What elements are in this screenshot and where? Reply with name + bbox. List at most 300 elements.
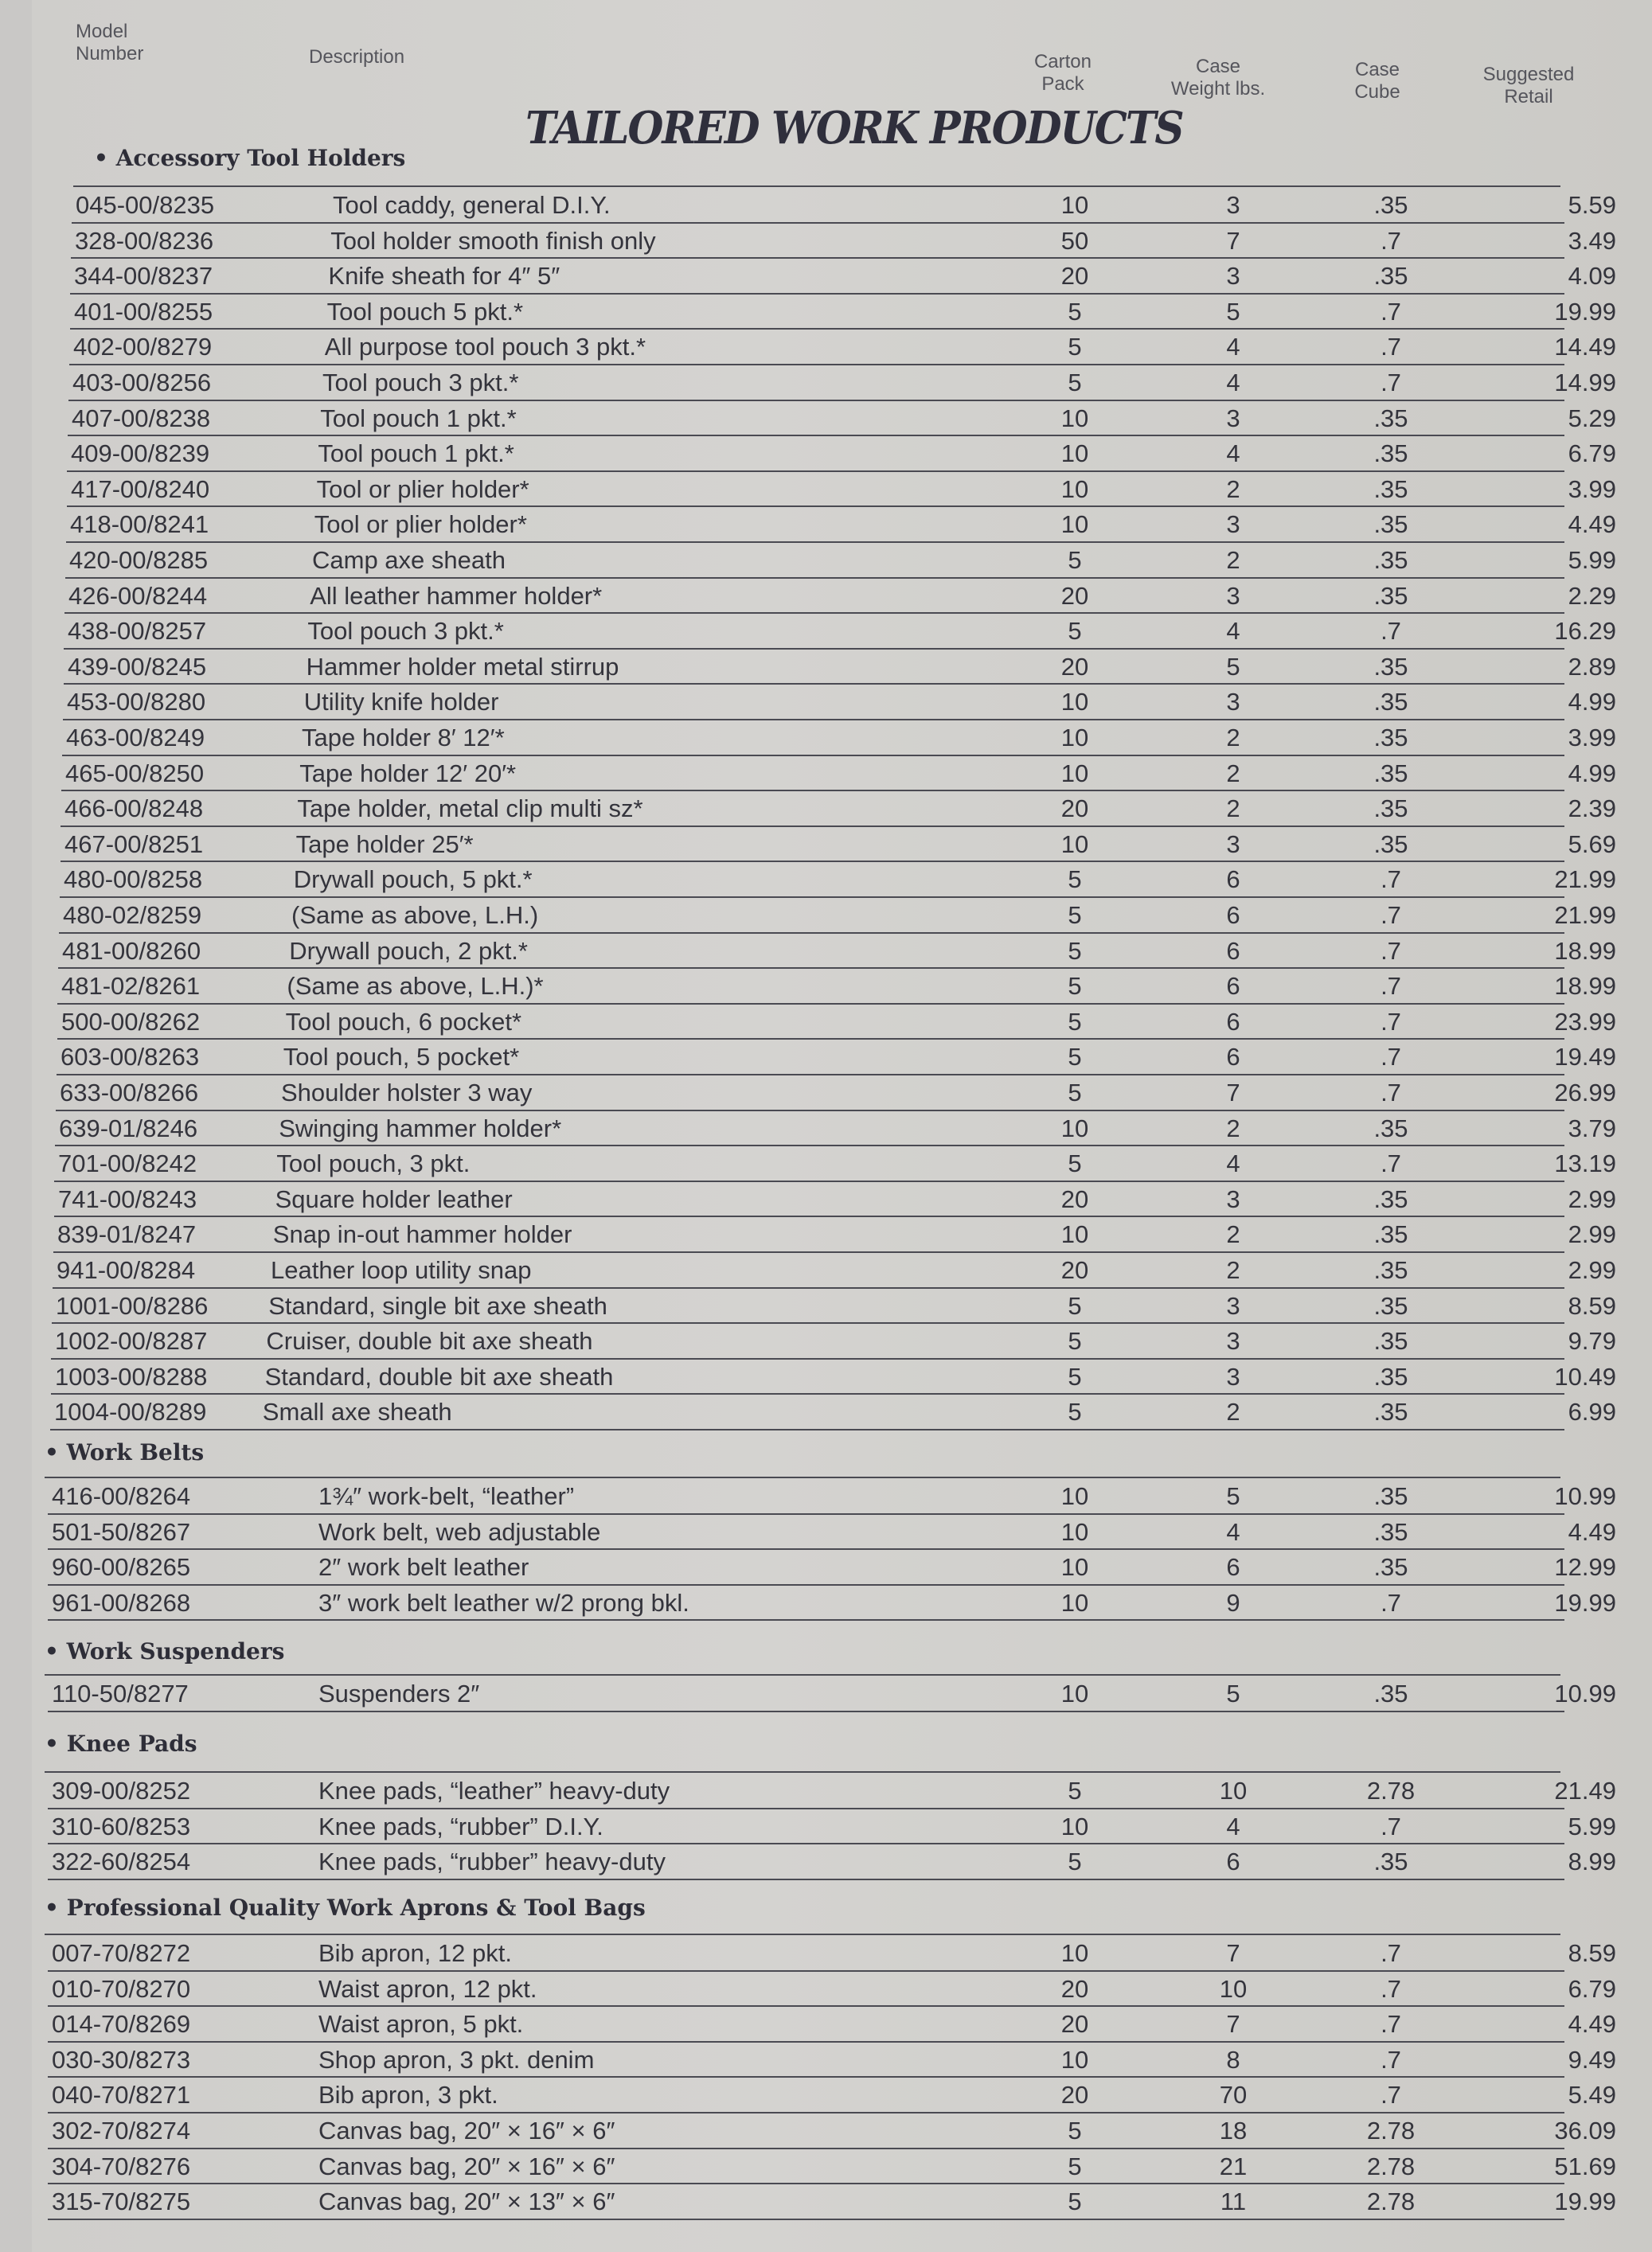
table-row [68,650,1624,685]
case-cube: .7 [1381,901,1401,929]
case-weight: 11 [1220,2188,1247,2216]
suggested-retail: 2.29 [1568,581,1616,610]
table-row [66,720,1624,755]
model-number: 1004-00/8289 [54,1398,207,1427]
description: Swinging hammer holder* [279,1114,562,1142]
case-cube: .7 [1381,936,1401,965]
table-row [64,791,1624,826]
model-number: 401-00/8255 [74,297,213,326]
case-weight: 21 [1219,2152,1248,2180]
model-number: 007-70/8272 [52,1939,191,1967]
suggested-retail: 6.99 [1568,1398,1616,1427]
table-row [52,1550,1624,1585]
suggested-retail: 6.79 [1568,1974,1616,2003]
carton-pack: 5 [1068,2152,1082,2180]
model-number: 741-00/8243 [58,1185,197,1213]
case-cube: .35 [1373,262,1408,291]
suggested-retail: 8.99 [1568,1848,1616,1876]
table-row [62,934,1624,969]
model-number: 110-50/8277 [52,1680,189,1708]
header-model-number: Model Number [76,21,144,64]
header-suggested-retail: Suggested Retail [1482,64,1575,107]
table-row [72,365,1624,400]
suggested-retail: 26.99 [1554,1079,1616,1106]
suggested-retail: 51.69 [1554,2152,1616,2180]
description: Camp axe sheath [312,546,506,574]
case-weight: 7 [1226,226,1240,255]
model-number: 302-70/8274 [52,2117,191,2145]
description: Waist apron, 12 pkt. [318,1974,537,2003]
suggested-retail: 14.99 [1554,369,1616,396]
carton-pack: 10 [1060,829,1089,858]
case-cube: .35 [1373,1185,1408,1213]
description: Waist apron, 5 pkt. [318,2010,524,2039]
case-weight: 6 [1226,865,1240,894]
carton-pack: 5 [1068,1398,1082,1427]
table-row [52,1515,1624,1550]
carton-pack: 5 [1068,546,1082,574]
suggested-retail: 5.69 [1568,829,1616,858]
model-number: 501-50/8267 [52,1517,191,1546]
carton-pack: 10 [1060,1680,1089,1708]
model-number: 839-01/8247 [57,1220,197,1249]
case-cube: .35 [1373,191,1408,219]
model-number: 420-00/8285 [69,546,209,574]
suggested-retail: 16.29 [1554,617,1616,646]
description: Drywall pouch, 5 pkt.* [293,865,533,894]
case-cube: .35 [1373,1291,1408,1320]
carton-pack: 20 [1060,262,1089,291]
model-number: 304-70/8276 [52,2152,191,2180]
section-rule [45,1771,1560,1773]
carton-pack: 10 [1060,2045,1089,2074]
carton-pack: 5 [1068,972,1082,1001]
description: Tool holder smooth finish only [330,226,656,255]
carton-pack: 20 [1060,2081,1089,2110]
model-number: 1001-00/8286 [56,1291,209,1320]
table-row [65,756,1624,791]
suggested-retail: 8.59 [1568,1291,1616,1320]
case-weight: 6 [1226,972,1240,1001]
description: Knife sheath for 4″ 5″ [328,262,560,291]
suggested-retail: 2.99 [1568,1220,1616,1249]
suggested-retail: 12.99 [1554,1553,1616,1582]
row-rule [48,1619,1564,1621]
case-weight: 4 [1226,1517,1240,1546]
description: Tape holder 25′* [295,829,474,858]
case-weight: 6 [1226,901,1240,929]
suggested-retail: 3.49 [1568,226,1616,255]
description: Knee pads, “rubber” D.I.Y. [318,1812,603,1840]
case-cube: .35 [1373,829,1408,858]
suggested-retail: 5.99 [1568,546,1616,574]
suggested-retail: 2.39 [1568,794,1616,823]
description: Tool or plier holder* [316,474,529,503]
header-carton-pack: Carton Pack [1033,51,1092,95]
model-number: 480-02/8259 [63,901,202,929]
carton-pack: 20 [1060,581,1089,610]
suggested-retail: 4.49 [1568,2010,1616,2039]
carton-pack: 5 [1068,2188,1082,2216]
suggested-retail: 9.49 [1568,2045,1616,2074]
carton-pack: 5 [1068,1043,1082,1071]
table-row [57,1253,1624,1288]
description: 2″ work belt leather [318,1553,529,1582]
table-row [55,1324,1624,1359]
case-cube: .35 [1373,1398,1408,1427]
description: Tool pouch 3 pkt.* [307,617,504,646]
suggested-retail: 3.99 [1568,724,1616,751]
case-cube: .7 [1381,1588,1401,1617]
case-weight: 70 [1219,2081,1248,2110]
case-weight: 3 [1226,1291,1240,1320]
table-row [55,1360,1624,1395]
description: Tool pouch 5 pkt.* [326,297,524,326]
description: Drywall pouch, 2 pkt.* [289,936,528,965]
case-weight: 6 [1226,1553,1240,1582]
carton-pack: 10 [1060,1220,1089,1249]
table-row [72,401,1624,436]
description: Bib apron, 3 pkt. [318,2081,498,2110]
model-number: 344-00/8237 [74,262,213,291]
table-row [73,330,1624,365]
suggested-retail: 21.99 [1554,865,1616,894]
case-cube: .35 [1373,1327,1408,1356]
carton-pack: 5 [1068,1362,1082,1391]
description: Tape holder, metal clip multi sz* [297,794,643,823]
model-number: 409-00/8239 [71,439,210,468]
suggested-retail: 21.49 [1554,1777,1616,1805]
model-number: 010-70/8270 [52,1974,191,2003]
case-weight: 4 [1226,369,1240,396]
carton-pack: 5 [1068,936,1082,965]
model-number: 960-00/8265 [52,1553,191,1582]
table-row [52,2007,1624,2042]
description: Tool pouch 1 pkt.* [318,439,514,468]
carton-pack: 10 [1060,1482,1089,1510]
carton-pack: 10 [1060,404,1089,432]
suggested-retail: 3.79 [1568,1114,1616,1142]
carton-pack: 5 [1068,1848,1082,1876]
table-row [52,2113,1624,2149]
description: Canvas bag, 20″ × 13″ × 6″ [318,2188,615,2216]
table-row [69,543,1624,578]
model-number: 466-00/8248 [64,794,204,823]
description: (Same as above, L.H.) [291,901,539,929]
table-row [52,2043,1624,2078]
table-row [52,2184,1624,2219]
case-weight: 8 [1226,2045,1240,2074]
case-cube: .35 [1373,688,1408,716]
case-cube: .7 [1381,1149,1401,1178]
case-cube: 2.78 [1366,2188,1416,2216]
case-weight: 2 [1226,1114,1240,1142]
description: Knee pads, “leather” heavy-duty [318,1777,670,1805]
description: Tool pouch, 5 pocket* [283,1043,520,1071]
case-cube: .35 [1373,404,1408,432]
case-cube: .35 [1373,1362,1408,1391]
case-weight: 7 [1226,1079,1240,1106]
suggested-retail: 14.49 [1554,333,1616,361]
case-cube: .7 [1381,333,1401,361]
case-cube: .35 [1373,474,1408,503]
suggested-retail: 19.99 [1554,2188,1616,2216]
case-weight: 3 [1226,510,1240,539]
case-cube: .7 [1381,1043,1401,1071]
case-weight: 5 [1226,1680,1240,1708]
case-weight: 3 [1226,404,1240,432]
table-row [59,1111,1624,1146]
table-row [63,898,1624,933]
suggested-retail: 10.99 [1554,1482,1616,1510]
case-cube: .35 [1373,1482,1408,1510]
table-row [52,2078,1624,2113]
model-number: 481-00/8260 [62,936,201,965]
row-rule [50,1429,1564,1430]
description: Canvas bag, 20″ × 16″ × 6″ [318,2117,615,2145]
carton-pack: 10 [1060,1939,1089,1967]
carton-pack: 5 [1068,1007,1082,1036]
model-number: 603-00/8263 [61,1043,200,1071]
section-title: • Accessory Tool Holders [94,145,406,171]
carton-pack: 20 [1060,1185,1089,1213]
model-number: 463-00/8249 [66,724,205,751]
case-weight: 3 [1226,262,1240,291]
case-weight: 7 [1226,2010,1240,2039]
suggested-retail: 5.59 [1568,191,1616,219]
carton-pack: 20 [1060,794,1089,823]
model-number: 1003-00/8288 [55,1362,208,1391]
section-title: • Knee Pads [45,1731,197,1757]
suggested-retail: 2.99 [1568,1185,1616,1213]
suggested-retail: 4.49 [1568,510,1616,539]
description: Hammer holder metal stirrup [306,652,619,681]
description: Work belt, web adjustable [318,1517,601,1546]
table-row [71,472,1624,507]
model-number: 453-00/8280 [67,688,206,716]
carton-pack: 5 [1068,1327,1082,1356]
case-cube: .35 [1373,652,1408,681]
suggested-retail: 19.99 [1554,1588,1616,1617]
suggested-retail: 2.99 [1568,1256,1616,1284]
description: All purpose tool pouch 3 pkt.* [324,333,646,361]
description: 1¾″ work-belt, “leather” [318,1482,575,1510]
suggested-retail: 19.49 [1554,1043,1616,1071]
case-weight: 5 [1226,652,1240,681]
description: Knee pads, “rubber” heavy-duty [318,1848,666,1876]
model-number: 040-70/8271 [52,2081,191,2110]
table-row [54,1395,1624,1430]
description: Tool pouch 3 pkt.* [322,369,519,396]
case-weight: 7 [1226,1939,1240,1967]
section-title: • Work Belts [45,1439,205,1466]
catalog-page [32,0,1652,2252]
suggested-retail: 6.79 [1568,439,1616,468]
model-number: 480-00/8258 [64,865,203,894]
suggested-retail: 10.99 [1554,1680,1616,1708]
case-cube: .7 [1381,972,1401,1001]
description: (Same as above, L.H.)* [287,972,544,1001]
table-row [52,1479,1624,1514]
case-weight: 3 [1226,1185,1240,1213]
table-row [64,827,1624,862]
header-case-cube: Case Cube [1354,59,1400,103]
model-number: 941-00/8284 [57,1256,196,1284]
carton-pack: 50 [1060,226,1089,255]
table-row [70,507,1624,542]
carton-pack: 10 [1060,1517,1089,1546]
suggested-retail: 19.99 [1554,297,1616,326]
table-row [61,1040,1624,1075]
table-row [60,1075,1624,1110]
carton-pack: 5 [1068,369,1082,396]
carton-pack: 5 [1068,865,1082,894]
case-weight: 2 [1226,724,1240,751]
carton-pack: 5 [1068,1291,1082,1320]
suggested-retail: 5.49 [1568,2081,1616,2110]
description: Tool caddy, general D.I.Y. [333,191,611,219]
table-row [68,614,1624,649]
carton-pack: 10 [1060,759,1089,787]
case-cube: .35 [1373,439,1408,468]
carton-pack: 5 [1068,1149,1082,1178]
suggested-retail: 21.99 [1554,901,1616,929]
case-cube: .35 [1373,1553,1408,1582]
description: Bib apron, 12 pkt. [318,1939,512,1967]
case-cube: .35 [1373,1220,1408,1249]
section-rule [45,1674,1560,1676]
suggested-retail: 9.79 [1568,1327,1616,1356]
suggested-retail: 13.19 [1554,1149,1616,1178]
model-number: 328-00/8236 [75,226,214,255]
case-weight: 6 [1226,1043,1240,1071]
model-number: 465-00/8250 [65,759,205,787]
model-number: 014-70/8269 [52,2010,191,2039]
table-row [52,1936,1624,1971]
case-cube: 2.78 [1366,1777,1416,1805]
case-cube: .7 [1381,2045,1401,2074]
case-cube: .35 [1373,510,1408,539]
case-cube: .7 [1381,1974,1401,2003]
table-row [57,1217,1624,1252]
carton-pack: 10 [1060,1812,1089,1840]
table-row [61,1005,1624,1040]
case-weight: 10 [1219,1974,1248,2003]
section-rule [73,185,1560,187]
table-row [61,969,1624,1004]
row-rule [48,1879,1564,1880]
carton-pack: 10 [1060,1114,1089,1142]
model-number: 030-30/8273 [52,2045,191,2074]
suggested-retail: 5.99 [1568,1812,1616,1840]
carton-pack: 5 [1068,333,1082,361]
case-weight: 4 [1226,333,1240,361]
description: 3″ work belt leather w/2 prong bkl. [318,1588,689,1617]
description: Standard, single bit axe sheath [268,1291,607,1320]
case-weight: 6 [1226,1848,1240,1876]
row-rule [48,1711,1564,1712]
description: Tool pouch 1 pkt.* [320,404,517,432]
model-number: 045-00/8235 [76,191,215,219]
description: Canvas bag, 20″ × 16″ × 6″ [318,2152,615,2180]
model-number: 467-00/8251 [64,829,204,858]
case-weight: 4 [1226,1149,1240,1178]
case-weight: 2 [1226,1398,1240,1427]
table-row [52,1676,1624,1711]
model-number: 322-60/8254 [52,1848,191,1876]
model-number: 439-00/8245 [68,652,207,681]
model-number: 310-60/8253 [52,1812,191,1840]
description: Tool pouch, 3 pkt. [276,1149,471,1178]
table-row [52,1844,1624,1879]
case-weight: 3 [1226,1327,1240,1356]
case-cube: 2.78 [1366,2152,1416,2180]
case-cube: .35 [1373,759,1408,787]
case-weight: 2 [1226,759,1240,787]
header-description: Description [309,46,405,68]
model-number: 417-00/8240 [71,474,210,503]
suggested-retail: 3.99 [1568,474,1616,503]
carton-pack: 10 [1060,510,1089,539]
section-rule [45,1477,1560,1478]
case-cube: .35 [1373,1848,1408,1876]
table-row [75,224,1624,259]
suggested-retail: 10.49 [1554,1362,1616,1391]
case-weight: 3 [1226,191,1240,219]
description: Cruiser, double bit axe sheath [266,1327,593,1356]
description: Small axe sheath [262,1398,452,1427]
case-weight: 2 [1226,546,1240,574]
case-weight: 2 [1226,794,1240,823]
case-cube: .7 [1381,1007,1401,1036]
table-row [56,1289,1624,1324]
case-cube: .35 [1373,1680,1408,1708]
table-row [71,436,1624,471]
page-title: TAILORED WORK PRODUCTS [525,102,1183,154]
suggested-retail: 18.99 [1554,936,1616,965]
suggested-retail: 36.09 [1554,2117,1616,2145]
case-weight: 18 [1219,2117,1248,2145]
description: Leather loop utility snap [271,1256,532,1284]
carton-pack: 10 [1060,1588,1089,1617]
carton-pack: 10 [1060,474,1089,503]
table-row [52,1774,1624,1809]
case-weight: 3 [1226,581,1240,610]
description: Tool pouch, 6 pocket* [285,1007,522,1036]
carton-pack: 5 [1068,2117,1082,2145]
carton-pack: 10 [1060,724,1089,751]
suggested-retail: 23.99 [1554,1007,1616,1036]
case-weight: 5 [1226,297,1240,326]
case-weight: 4 [1226,1812,1240,1840]
model-number: 426-00/8244 [68,581,208,610]
table-row [52,2149,1624,2184]
case-weight: 2 [1226,1256,1240,1284]
description: Shop apron, 3 pkt. denim [318,2045,595,2074]
case-cube: .35 [1373,581,1408,610]
table-row [52,1972,1624,2007]
case-weight: 2 [1226,474,1240,503]
table-row [76,188,1624,223]
suggested-retail: 2.89 [1568,652,1616,681]
model-number: 402-00/8279 [73,333,213,361]
section-title: • Work Suspenders [45,1638,285,1665]
table-row [58,1182,1624,1217]
case-cube: .35 [1373,724,1408,751]
table-row [52,1586,1624,1621]
case-weight: 4 [1226,439,1240,468]
model-number: 500-00/8262 [61,1007,201,1036]
